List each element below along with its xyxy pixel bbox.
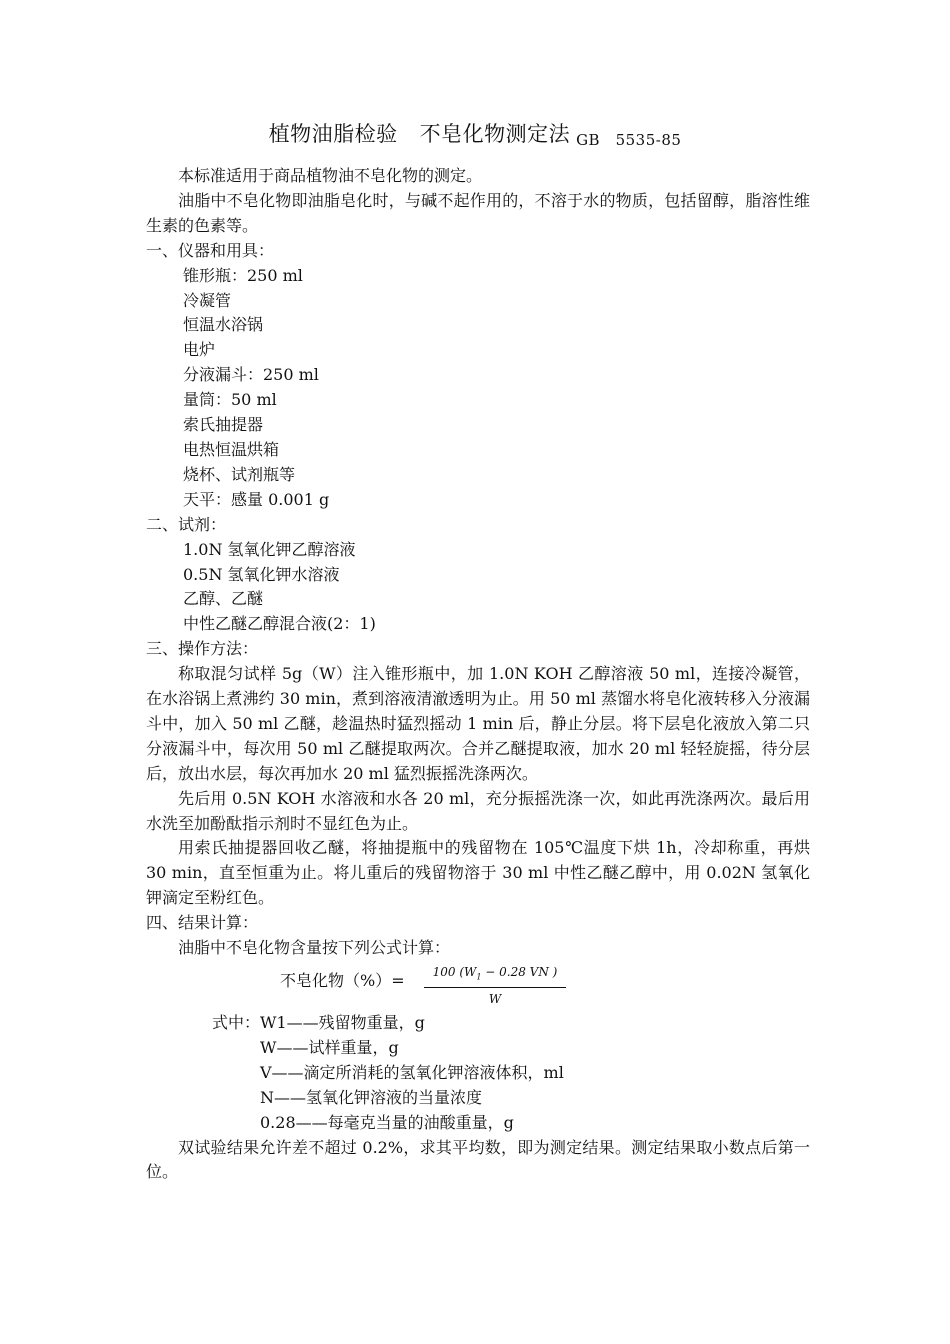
list-item: 中性乙醚乙醇混合液(2：1) <box>183 614 376 634</box>
scope-paragraph: 本标准适用于商品植物油不皂化物的测定。 <box>178 166 483 185</box>
list-item: 乙醇、乙醚 <box>183 589 264 609</box>
list-item: 锥形瓶：250 ml <box>183 265 303 285</box>
title-main-a: 植物油脂检验 <box>268 122 398 146</box>
list-item: 0.5N 氢氧化钾水溶液 <box>183 564 340 584</box>
list-item: 烧杯、试剂瓶等 <box>183 464 296 484</box>
variable-definition: V——滴定所消耗的氢氧化钾溶液体积，ml <box>260 1062 564 1082</box>
calculation-intro: 油脂中不皂化物含量按下列公式计算： <box>178 938 451 958</box>
section-heading-apparatus: 一、仪器和用具： <box>146 240 275 260</box>
numerator-part-b: − 0.28 VN ) <box>481 965 558 979</box>
procedure-paragraph-1: 称取混匀试样 5g（W）注入锥形瓶中，加 1.0N KOH 乙醇溶液 50 ml，连接冷凝管，在水浴锅上煮沸约 30 min，煮到溶液清澈透明为止。用 50 ml 蒸馏水将皂化液转移入分液漏斗中，加入 50 ml 乙醚，趁温热时猛烈摇动 1 min 后，静止分层。将下层皂化液放入第二只分液漏斗中，每次用 50 ml 乙醚提取两次。合并乙醚提取液，加水 20 ml 轻轻旋摇，待分层后，放出水层，每次再加水 20 ml 猛烈振摇洗涤两次。 <box>146 664 810 783</box>
title-main-b: 不皂化物测定法 <box>419 122 571 146</box>
list-item: 电热恒温烘箱 <box>183 439 280 459</box>
formula-denominator: W <box>488 992 502 1007</box>
procedure-paragraph-3: 用索氏抽提器回收乙醚，将抽提瓶中的残留物在 105℃温度下烘 1h，冷却称重，再烘 30 min，直至恒重为止。将儿重后的残留物溶于 30 ml 中性乙醚乙醇中，用 0.02N 氢氧化钾滴定至粉红色。 <box>146 838 810 908</box>
document-title <box>0 118 950 148</box>
definition-paragraph: 油脂中不皂化物即油脂皂化时，与碱不起作用的，不溶于水的物质，包括留醇，脂溶性维生素的色素等。 <box>146 190 810 235</box>
list-item: 电炉 <box>183 340 216 360</box>
variable-definition: W——试样重量，g <box>260 1037 399 1057</box>
standard-number: GB 5535-85 <box>576 131 682 149</box>
formula-fraction <box>424 963 566 1010</box>
document-body <box>146 164 810 1185</box>
variable-definition: N——氢氧化钾溶液的当量浓度 <box>260 1087 483 1107</box>
variable-definition: 0.28——每毫克当量的油酸重量，g <box>260 1112 514 1132</box>
formula-lhs: 不皂化物（%）= <box>280 971 405 990</box>
section-heading-calculation: 四、结果计算： <box>146 913 259 933</box>
numerator-part-a: 100 (W <box>432 965 477 979</box>
section-heading-procedure: 三、操作方法： <box>146 639 259 659</box>
list-item: 量筒：50 ml <box>183 390 277 410</box>
section-heading-reagents: 二、试剂： <box>146 514 227 534</box>
numerator-subscript: 1 <box>476 972 482 982</box>
where-label: 式中：W1——残留物重量，g <box>212 1013 425 1032</box>
procedure-paragraph-2: 先后用 0.5N KOH 水溶液和水各 20 ml，充分振摇洗涤一次，如此再洗涤两次。最后用水洗至加酚酞指示剂时不显红色为止。 <box>146 788 810 833</box>
list-item: 索氏抽提器 <box>183 415 264 435</box>
list-item: 恒温水浴锅 <box>183 315 264 335</box>
list-item: 分液漏斗：250 ml <box>183 365 319 385</box>
formula-numerator <box>424 963 566 988</box>
conclusion-paragraph: 双试验结果允许差不超过 0.2%，求其平均数，即为测定结果。测定结果取小数点后第一位。 <box>146 1137 810 1182</box>
list-item: 冷凝管 <box>183 290 232 310</box>
list-item: 1.0N 氢氧化钾乙醇溶液 <box>183 539 356 559</box>
list-item: 天平：感量 0.001 g <box>183 489 330 509</box>
formula <box>146 963 810 1011</box>
